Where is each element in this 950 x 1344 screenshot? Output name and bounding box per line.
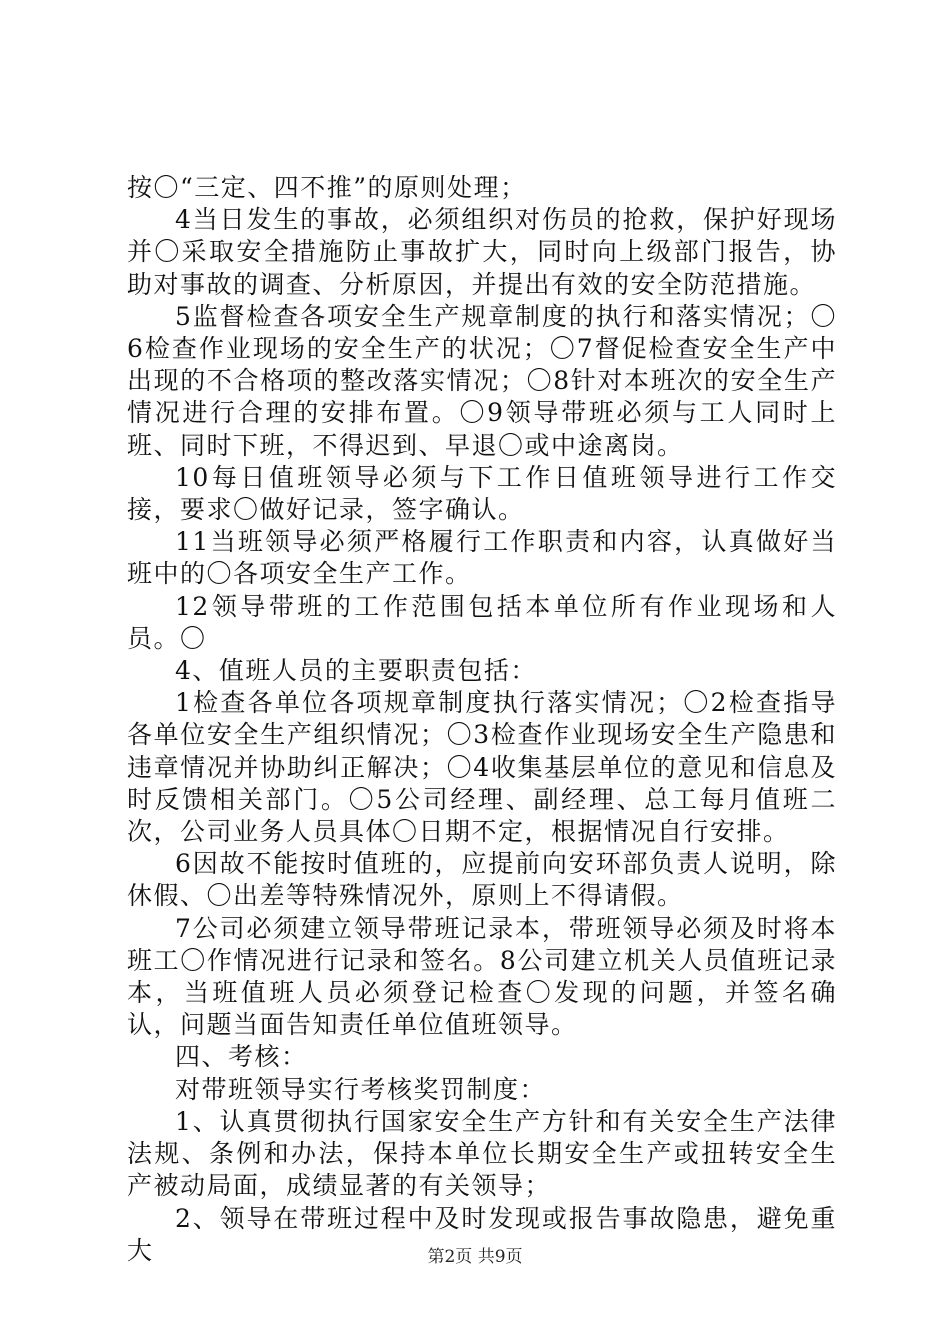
paragraph: 6因故不能按时值班的，应提前向安环部负责人说明，除休假、〇出差等特殊情况外，原则上不得请假。 <box>127 849 837 911</box>
page-number-footer: 第2页 共9页 <box>427 1247 523 1267</box>
paragraph: 对带班领导实行考核奖罚制度： <box>175 1074 547 1104</box>
paragraph: 2、领导在带班过程中及时发现或报告事故隐患，避免重大 <box>127 1203 837 1265</box>
paragraph: 1、认真贯彻执行国家安全生产方针和有关安全生产法律法规、条例和办法，保持本单位长期安全生产或扭转安全生产被动局面，成绩显著的有关领导； <box>127 1106 837 1201</box>
paragraph: 5监督检查各项安全生产规章制度的执行和落实情况；〇6检查作业现场的安全生产的状况；〇7督促检查安全生产中出现的不合格项的整改落实情况；〇8针对本班次的安全生产情况进行合理的安排布置。〇9领导带班必须与工人同时上班、同时下班，不得迟到、早退〇或中途离岗。 <box>127 301 837 460</box>
document-body <box>127 172 837 1267</box>
paragraph: 4当日发生的事故，必须组织对伤员的抢救，保护好现场并〇采取安全措施防止事故扩大，同时向上级部门报告，协助对事故的调查、分析原因，并提出有效的安全防范措施。 <box>127 205 837 299</box>
paragraph: 11当班领导必须严格履行工作职责和内容，认真做好当班中的〇各项安全生产工作。 <box>127 527 837 589</box>
paragraph: 1检查各单位各项规章制度执行落实情况；〇2检查指导各单位安全生产组织情况；〇3检查作业现场安全生产隐患和违章情况并协助纠正解决；〇4收集基层单位的意见和信息及时反馈相关部门。〇5公司经理、副经理、总工每月值班二次，公司业务人员具体〇日期不定，根据情况自行安排。 <box>127 688 837 847</box>
section-heading: 4、值班人员的主要职责包括： <box>175 656 537 686</box>
paragraph: 按〇“三定、四不推”的原则处理； <box>127 173 527 202</box>
section-heading: 四、考核： <box>175 1042 308 1072</box>
paragraph: 12领导带班的工作范围包括本单位所有作业现场和人员。〇 <box>127 591 837 653</box>
paragraph: 7公司必须建立领导带班记录本，带班领导必须及时将本班工〇作情况进行记录和签名。8公司建立机关人员值班记录本，当班值班人员必须登记检查〇发现的问题，并签名确认，问题当面告知责任单位值班领导。 <box>127 913 837 1040</box>
paragraph: 10每日值班领导必须与下工作日值班领导进行工作交接，要求〇做好记录，签字确认。 <box>127 462 837 525</box>
